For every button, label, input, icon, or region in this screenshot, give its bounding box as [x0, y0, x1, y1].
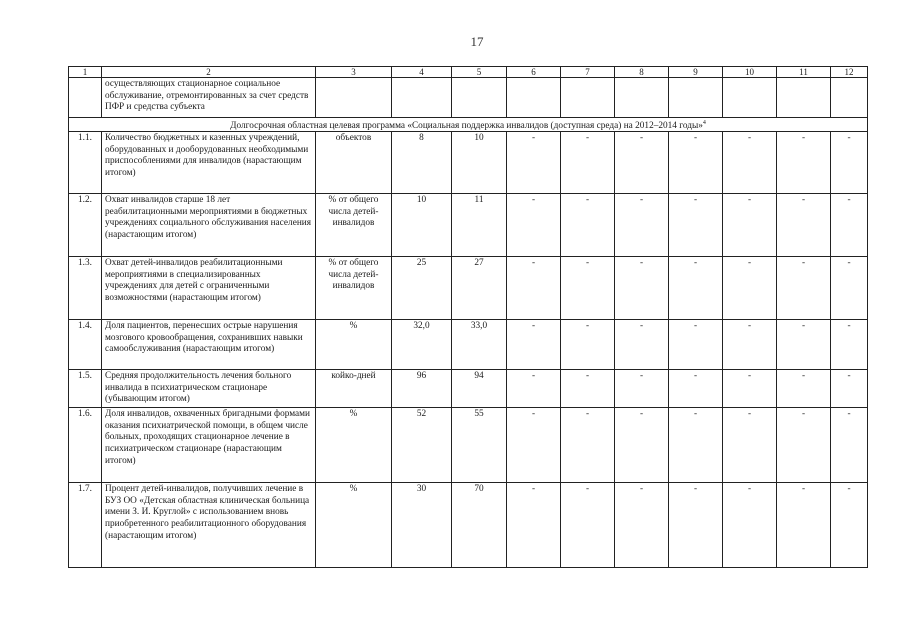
dash-cell: - [777, 257, 831, 320]
unit-cell: % от общего числа детей-инвалидов [316, 257, 392, 320]
dash-cell: - [831, 408, 868, 483]
row-number-cell: 1.6. [69, 408, 102, 483]
dash-cell: - [777, 483, 831, 568]
dash-cell: - [507, 320, 561, 370]
dash-cell: - [669, 257, 723, 320]
column-header: 6 [507, 67, 561, 78]
indicator-name-cell: Средняя продолжительность лечения больного инвалида в психиатрическом стационаре (убывающим итогом) [102, 370, 316, 408]
column-header: 8 [615, 67, 669, 78]
dash-cell: - [561, 408, 615, 483]
value-2012-cell: 8 [392, 132, 452, 194]
empty-cell [669, 78, 723, 118]
dash-cell: - [831, 483, 868, 568]
dash-cell: - [723, 194, 777, 257]
program-title-text: Долгосрочная областная целевая программа «Социальная поддержка инвалидов (доступная среда) на 2012–2014 годы» [230, 121, 703, 132]
dash-cell: - [615, 257, 669, 320]
dash-cell: - [723, 370, 777, 408]
dash-cell: - [777, 194, 831, 257]
value-2012-cell: 10 [392, 194, 452, 257]
dash-cell: - [831, 320, 868, 370]
dash-cell: - [561, 194, 615, 257]
dash-cell: - [615, 408, 669, 483]
program-title-row [69, 118, 868, 132]
dash-cell: - [615, 194, 669, 257]
empty-cell [831, 78, 868, 118]
dash-cell: - [723, 257, 777, 320]
column-header: 12 [831, 67, 868, 78]
value-cell [452, 78, 507, 118]
column-header: 10 [723, 67, 777, 78]
indicator-name-cell: осуществляющих стационарное социальное обслуживание, отремонтированных за счет средств ПФР и средства субъекта [102, 78, 316, 118]
dash-cell: - [723, 483, 777, 568]
program-title [69, 118, 868, 132]
row-number-cell: 1.2. [69, 194, 102, 257]
row-number-cell [69, 78, 102, 118]
indicator-name-cell: Охват инвалидов старше 18 лет реабилитационными мероприятиями в бюджетных учреждениях социального обслуживания населения (нарастающим итогом) [102, 194, 316, 257]
dash-cell: - [507, 370, 561, 408]
row-number-cell: 1.3. [69, 257, 102, 320]
table-row [69, 132, 868, 194]
column-header: 3 [316, 67, 392, 78]
dash-cell: - [615, 132, 669, 194]
empty-cell [507, 78, 561, 118]
value-2012-cell: 96 [392, 370, 452, 408]
table-row [69, 194, 868, 257]
dash-cell: - [669, 370, 723, 408]
dash-cell: - [777, 408, 831, 483]
unit-cell: койко-дней [316, 370, 392, 408]
dash-cell: - [507, 132, 561, 194]
indicators-table [68, 66, 868, 568]
page-number: 17 [470, 34, 484, 49]
dash-cell: - [669, 132, 723, 194]
dash-cell: - [723, 408, 777, 483]
dash-cell: - [831, 370, 868, 408]
value-2013-cell: 11 [452, 194, 507, 257]
row-number-cell: 1.7. [69, 483, 102, 568]
dash-cell: - [615, 370, 669, 408]
unit-cell: % от общего числа детей-инвалидов [316, 194, 392, 257]
dash-cell: - [507, 257, 561, 320]
column-header: 11 [777, 67, 831, 78]
value-2013-cell: 33,0 [452, 320, 507, 370]
row-number-cell: 1.1. [69, 132, 102, 194]
dash-cell: - [831, 132, 868, 194]
unit-cell [316, 78, 392, 118]
unit-cell: % [316, 320, 392, 370]
empty-cell [723, 78, 777, 118]
dash-cell: - [561, 370, 615, 408]
table-row [69, 483, 868, 568]
dash-cell: - [669, 194, 723, 257]
dash-cell: - [507, 194, 561, 257]
dash-cell: - [669, 320, 723, 370]
column-header: 5 [452, 67, 507, 78]
dash-cell: - [507, 483, 561, 568]
dash-cell: - [723, 320, 777, 370]
table-row [69, 257, 868, 320]
unit-cell: объектов [316, 132, 392, 194]
row-number-cell: 1.4. [69, 320, 102, 370]
dash-cell: - [507, 408, 561, 483]
value-2012-cell: 25 [392, 257, 452, 320]
dash-cell: - [723, 132, 777, 194]
unit-cell: % [316, 408, 392, 483]
value-2013-cell: 55 [452, 408, 507, 483]
continuation-row [69, 78, 868, 118]
indicator-name-cell: Охват детей-инвалидов реабилитационными мероприятиями в специализированных учреждениях для детей с ограниченными возможностями (нарастающим итогом) [102, 257, 316, 320]
value-2012-cell: 52 [392, 408, 452, 483]
column-header: 2 [102, 67, 316, 78]
dash-cell: - [615, 320, 669, 370]
empty-cell [615, 78, 669, 118]
dash-cell: - [777, 320, 831, 370]
column-header: 1 [69, 67, 102, 78]
dash-cell: - [561, 257, 615, 320]
indicator-name-cell: Процент детей-инвалидов, получивших лечение в БУЗ ОО «Детская областная клиническая больница имени З. И. Круглой» с использованием вновь приобретенного реабилитационного оборудования (нарастающим итогом) [102, 483, 316, 568]
column-header: 4 [392, 67, 452, 78]
dash-cell: - [831, 194, 868, 257]
program-footnote-mark: 4 [702, 120, 706, 126]
column-header: 7 [561, 67, 615, 78]
indicator-name-cell: Количество бюджетных и казенных учреждений, оборудованных и дооборудованных необходимыми приспособлениями для инвалидов (нарастающим итогом) [102, 132, 316, 194]
empty-cell [561, 78, 615, 118]
value-cell [392, 78, 452, 118]
table-row [69, 408, 868, 483]
table-row [69, 320, 868, 370]
dash-cell: - [561, 483, 615, 568]
indicator-name-cell: Доля инвалидов, охваченных бригадными формами оказания психиатрической помощи, в общем числе больных, проходящих стационарное лечение в психиатрическом стационаре (нарастающим итогом) [102, 408, 316, 483]
table-row [69, 370, 868, 408]
dash-cell: - [831, 257, 868, 320]
dash-cell: - [777, 370, 831, 408]
row-number-cell: 1.5. [69, 370, 102, 408]
value-2013-cell: 70 [452, 483, 507, 568]
dash-cell: - [669, 483, 723, 568]
value-2012-cell: 30 [392, 483, 452, 568]
empty-cell [777, 78, 831, 118]
dash-cell: - [561, 320, 615, 370]
dash-cell: - [615, 483, 669, 568]
dash-cell: - [777, 132, 831, 194]
dash-cell: - [669, 408, 723, 483]
column-number-row [69, 67, 868, 78]
value-2013-cell: 27 [452, 257, 507, 320]
indicator-rows [69, 132, 868, 568]
unit-cell: % [316, 483, 392, 568]
indicator-name-cell: Доля пациентов, перенесших острые нарушения мозгового кровообращения, сохранивших навыки самообслуживания (нарастающим итогом) [102, 320, 316, 370]
value-2013-cell: 10 [452, 132, 507, 194]
value-2013-cell: 94 [452, 370, 507, 408]
value-2012-cell: 32,0 [392, 320, 452, 370]
dash-cell: - [561, 132, 615, 194]
column-header: 9 [669, 67, 723, 78]
